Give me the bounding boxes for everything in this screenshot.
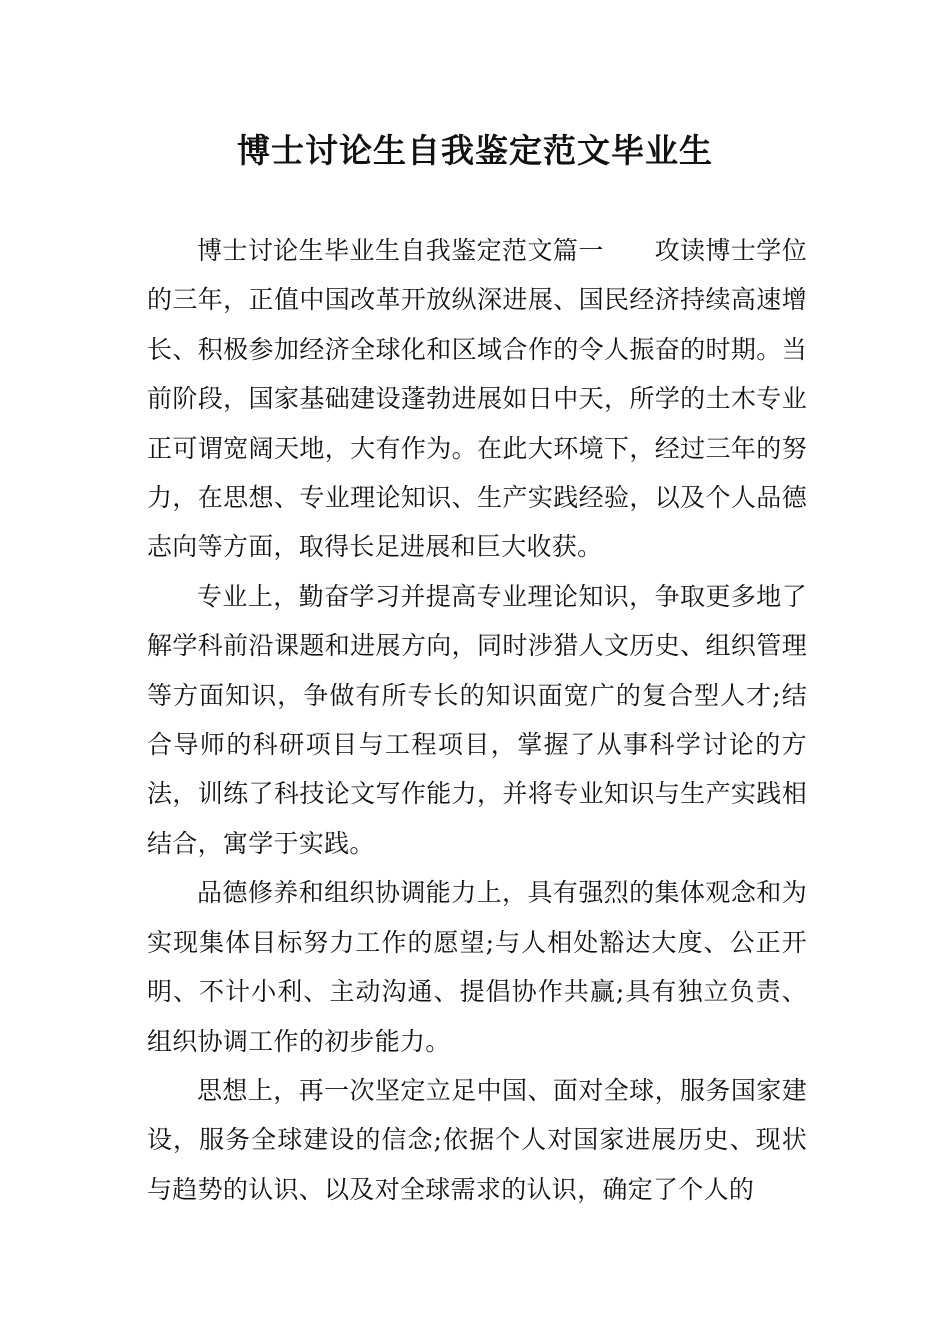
paragraph-3: 品德修养和组织协调能力上，具有强烈的集体观念和为实现集体目标努力工作的愿望;与人相处豁达大度、公正开明、不计小利、主动沟通、提倡协作共赢;具有独立负责、组织协调工作的初步能力。 bbox=[147, 878, 807, 1056]
paragraph-1: 博士讨论生毕业生自我鉴定范文篇一 攻读博士学位的三年，正值中国改革开放纵深进展、国民经济持续高速增长、积极参加经济全球化和区域合作的令人振奋的时期。当前阶段，国家基础建设蓬勃进展如日中天，所学的土木专业正可谓宽阔天地，大有作为。在此大环境下，经过三年的努力，在思想、专业理论知识、生产实践经验，以及个人品德志向等方面，取得长足进展和巨大收获。 bbox=[147, 236, 807, 562]
document-title: 博士讨论生自我鉴定范文毕业生 bbox=[237, 131, 713, 170]
paragraph-2: 专业上，勤奋学习并提高专业理论知识，争取更多地了解学科前沿课题和进展方向，同时涉猎人文历史、组织管理等方面知识，争做有所专长的知识面宽广的复合型人才;结合导师的科研项目与工程项目，掌握了从事科学讨论的方法，训练了科技论文写作能力，并将专业知识与生产实践相结合，寓学于实践。 bbox=[147, 581, 807, 858]
paragraph-4: 思想上，再一次坚定立足中国、面对全球，服务国家建设，服务全球建设的信念;依据个人对国家进展历史、现状与趋势的认识、以及对全球需求的认识，确定了个人的 bbox=[147, 1075, 807, 1204]
document-body bbox=[147, 226, 807, 1214]
